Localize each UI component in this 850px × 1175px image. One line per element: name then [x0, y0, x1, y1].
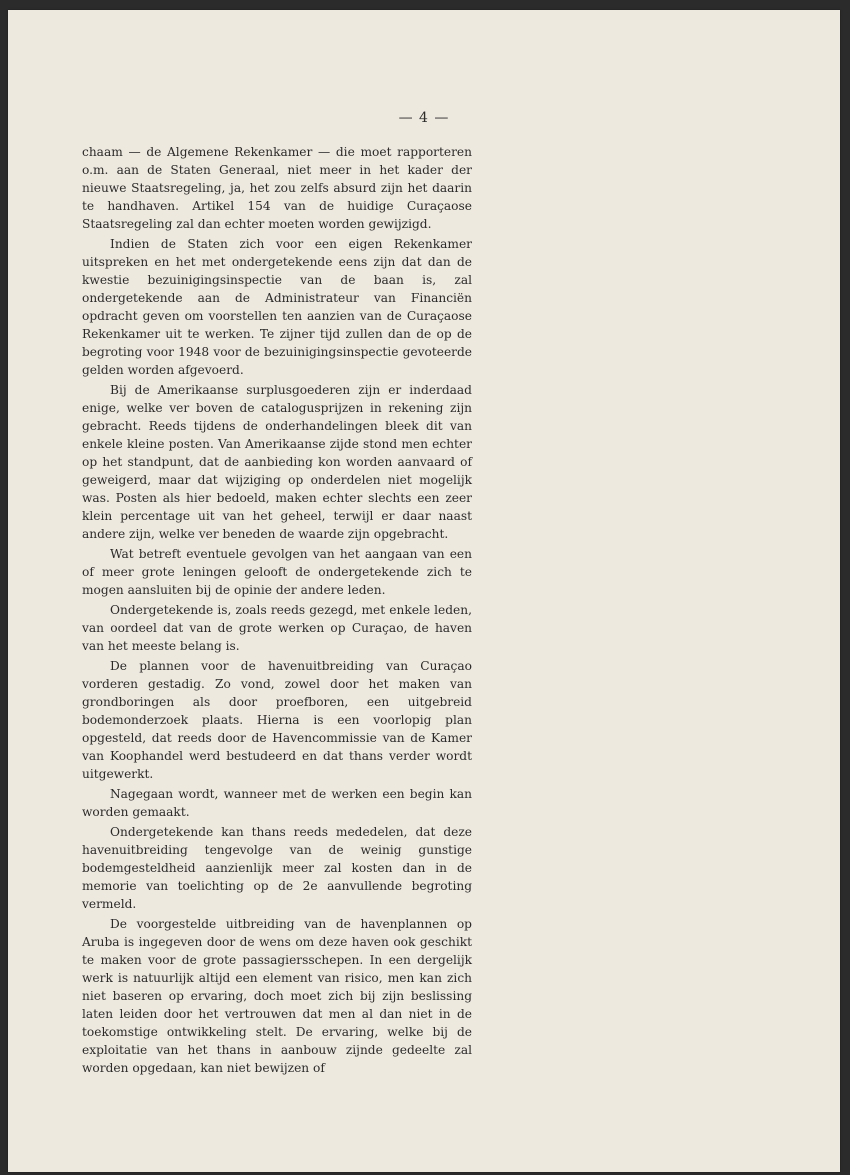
- paragraph-surplusgoederen: Bij de Amerikaanse surplusgoederen zijn er inderdaad enige, welke ver boven de catalogusprijzen in rekening zijn gebracht. Reeds tijdens de onderhandelingen bleek dit van enkele kleine posten. Van Amerikaanse zijde stond men echter op het standpunt, dat de aanbieding kon worden aanvaard of geweigerd, maar dat wijziging op onderdelen niet mogelijk was. Posten als hier bedoeld, maken echter slechts een zeer klein percentage uit van het geheel, terwijl er daar naast andere zijn, welke ver beneden de waarde zijn opgebracht.: [82, 383, 472, 541]
- paragraph-rekenkamer: Indien de Staten zich voor een eigen Rekenkamer uitspreken en het met ondergetekende eens zijn dat dan de kwestie bezuinigingsinspectie van de baan is, zal ondergetekende aan de Administrateur van Financiën opdracht geven om voorstellen ten aanzien van de Curaçaose Rekenkamer uit te werken. Te zijner tijd zullen dan de op de begroting voor 1948 voor de bezuinigingsinspectie gevoteerde gelden worden afgevoerd.: [82, 237, 472, 377]
- paragraph-havenuitbreiding: De plannen voor de havenuitbreiding van Curaçao vorderen gestadig. Zo vond, zowel door het maken van grondboringen als door proefboren, een uitgebreid bodemonderzoek plaats. Hierna is een voorlopig plan opgesteld, dat reeds door de Havencommissie van de Kamer van Koophandel werd bestudeerd en dat thans verder wordt uitgewerkt.: [82, 659, 472, 781]
- paragraph-continuation: chaam — de Algemene Rekenkamer — die moet rapporteren o.m. aan de Staten Generaal, niet meer in het kader der nieuwe Staatsregeling, ja, het zou zelfs absurd zijn het daarin te handhaven. Artikel 154 van de huidige Curaçaose Staatsregeling zal dan echter moeten worden gewijzigd.: [82, 145, 472, 231]
- paragraph-haven-belang: Ondergetekende is, zoals reeds gezegd, met enkele leden, van oordeel dat van de grote werken op Curaçao, de haven van het meeste belang is.: [82, 603, 472, 653]
- paragraph-aruba: De voorgestelde uitbreiding van de havenplannen op Aruba is ingegeven door de wens om deze haven ook geschikt te maken voor de grote passagiersschepen. In een dergelijk werk is natuurlijk altijd een element van risico, men kan zich niet baseren op ervaring, doch moet zich bij zijn beslissing laten leiden door het vertrouwen dat men al dan niet in de toekomstige ontwikkeling stelt. De ervaring, welke bij de exploitatie van het thans in aanbouw zijnde gedeelte zal worden opgedaan, kan niet bewijzen of: [82, 917, 472, 1075]
- document-page: [8, 10, 840, 1172]
- paragraph-kosten: Ondergetekende kan thans reeds mededelen, dat deze havenuitbreiding tengevolge van de weinig gunstige bodemgesteldheid aanzienlijk meer zal kosten dan in de memorie van toelichting op de 2e aanvullende begroting vermeld.: [82, 825, 472, 911]
- paragraph-nagegaan: Nagegaan wordt, wanneer met de werken een begin kan worden gemaakt.: [82, 787, 472, 819]
- paragraph-leningen: Wat betreft eventuele gevolgen van het aangaan van een of meer grote leningen gelooft de ondergetekende zich te mogen aansluiten bij de opinie der andere leden.: [82, 547, 472, 597]
- body-text: [82, 143, 472, 1079]
- page-number: — 4 —: [398, 110, 450, 126]
